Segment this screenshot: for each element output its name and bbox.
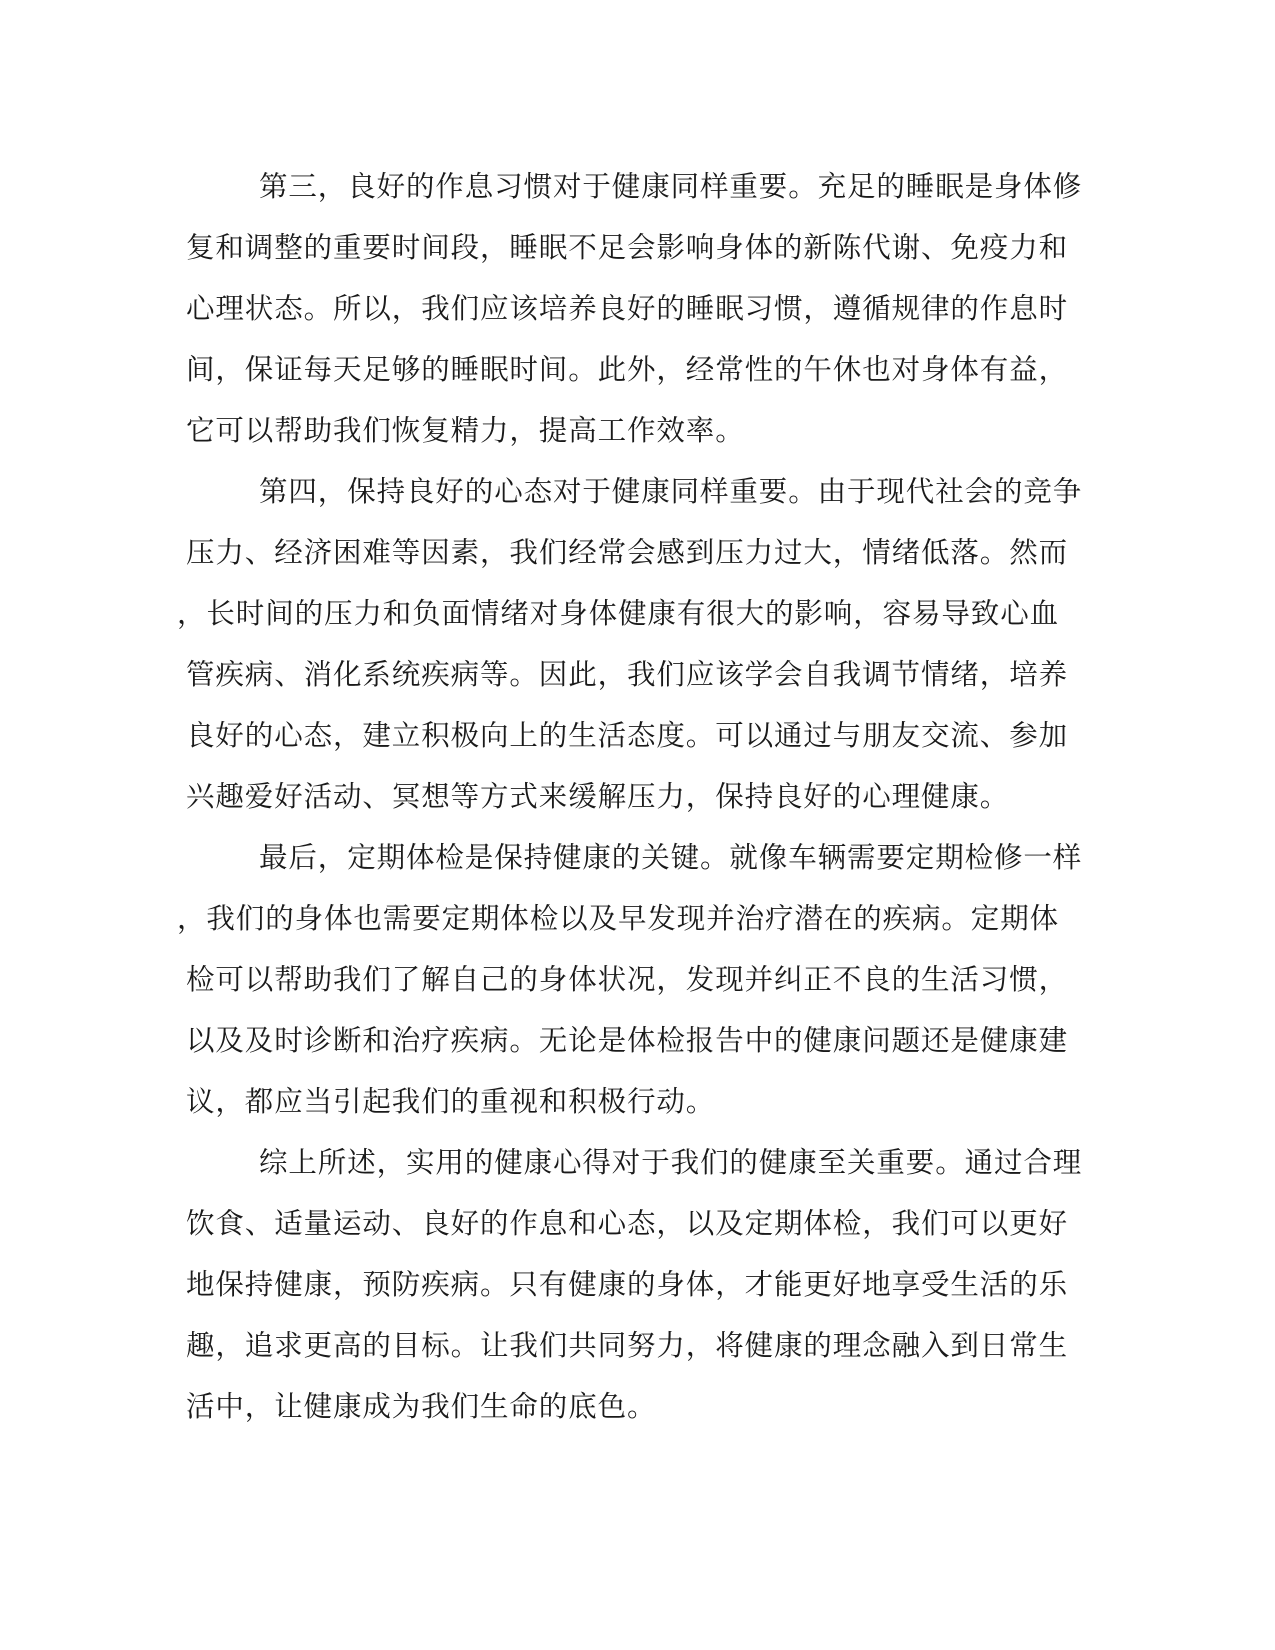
paragraph-line: 饮食、适量运动、良好的作息和心态，以及定期体检，我们可以更好: [186, 1207, 1069, 1240]
paragraph-mental-state: [177, 461, 1083, 827]
paragraph-line: ，长时间的压力和负面情绪对身体健康有很大的影响，容易导致心血: [177, 597, 1060, 630]
paragraph-line: 以及及时诊断和治疗疾病。无论是体检报告中的健康问题还是健康建: [186, 1024, 1069, 1057]
paragraph-line: 地保持健康，预防疾病。只有健康的身体，才能更好地享受生活的乐: [186, 1268, 1069, 1301]
paragraph-line: 间，保证每天足够的睡眠时间。此外，经常性的午休也对身体有益，: [186, 353, 1069, 386]
paragraph-line: 压力、经济困难等因素，我们经常会感到压力过大，情绪低落。然而: [186, 536, 1069, 569]
paragraph-line: 兴趣爱好活动、冥想等方式来缓解压力，保持良好的心理健康。: [186, 780, 1010, 813]
paragraph-line: 议，都应当引起我们的重视和积极行动。: [186, 1085, 716, 1118]
paragraph-line: 管疾病、消化系统疾病等。因此，我们应该学会自我调节情绪，培养: [186, 658, 1069, 691]
paragraph-line: 最后，定期体检是保持健康的关键。就像车辆需要定期检修一样: [259, 841, 1083, 874]
paragraph-line: 趣，追求更高的目标。让我们共同努力，将健康的理念融入到日常生: [186, 1329, 1069, 1362]
paragraph-conclusion: [186, 1132, 1083, 1437]
paragraph-line: 第四，保持良好的心态对于健康同样重要。由于现代社会的竞争: [259, 475, 1083, 508]
paragraph-line: 活中，让健康成为我们生命的底色。: [186, 1390, 657, 1423]
paragraph-line: 良好的心态，建立积极向上的生活态度。可以通过与朋友交流、参加: [186, 719, 1069, 752]
paragraph-sleep-habits: [186, 156, 1083, 461]
paragraph-line: 心理状态。所以，我们应该培养良好的睡眠习惯，遵循规律的作息时: [186, 292, 1069, 325]
paragraph-line: 它可以帮助我们恢复精力，提高工作效率。: [186, 414, 745, 447]
paragraph-line: 综上所述，实用的健康心得对于我们的健康至关重要。通过合理: [259, 1146, 1083, 1179]
paragraph-line: 复和调整的重要时间段，睡眠不足会影响身体的新陈代谢、免疫力和: [186, 231, 1069, 264]
paragraph-line: 第三，良好的作息习惯对于健康同样重要。充足的睡眠是身体修: [259, 170, 1083, 203]
document-body: [177, 156, 1083, 1437]
paragraph-line: ，我们的身体也需要定期体检以及早发现并治疗潜在的疾病。定期体: [177, 902, 1060, 935]
paragraph-checkups: [177, 827, 1083, 1132]
paragraph-line: 检可以帮助我们了解自己的身体状况，发现并纠正不良的生活习惯，: [186, 963, 1069, 996]
